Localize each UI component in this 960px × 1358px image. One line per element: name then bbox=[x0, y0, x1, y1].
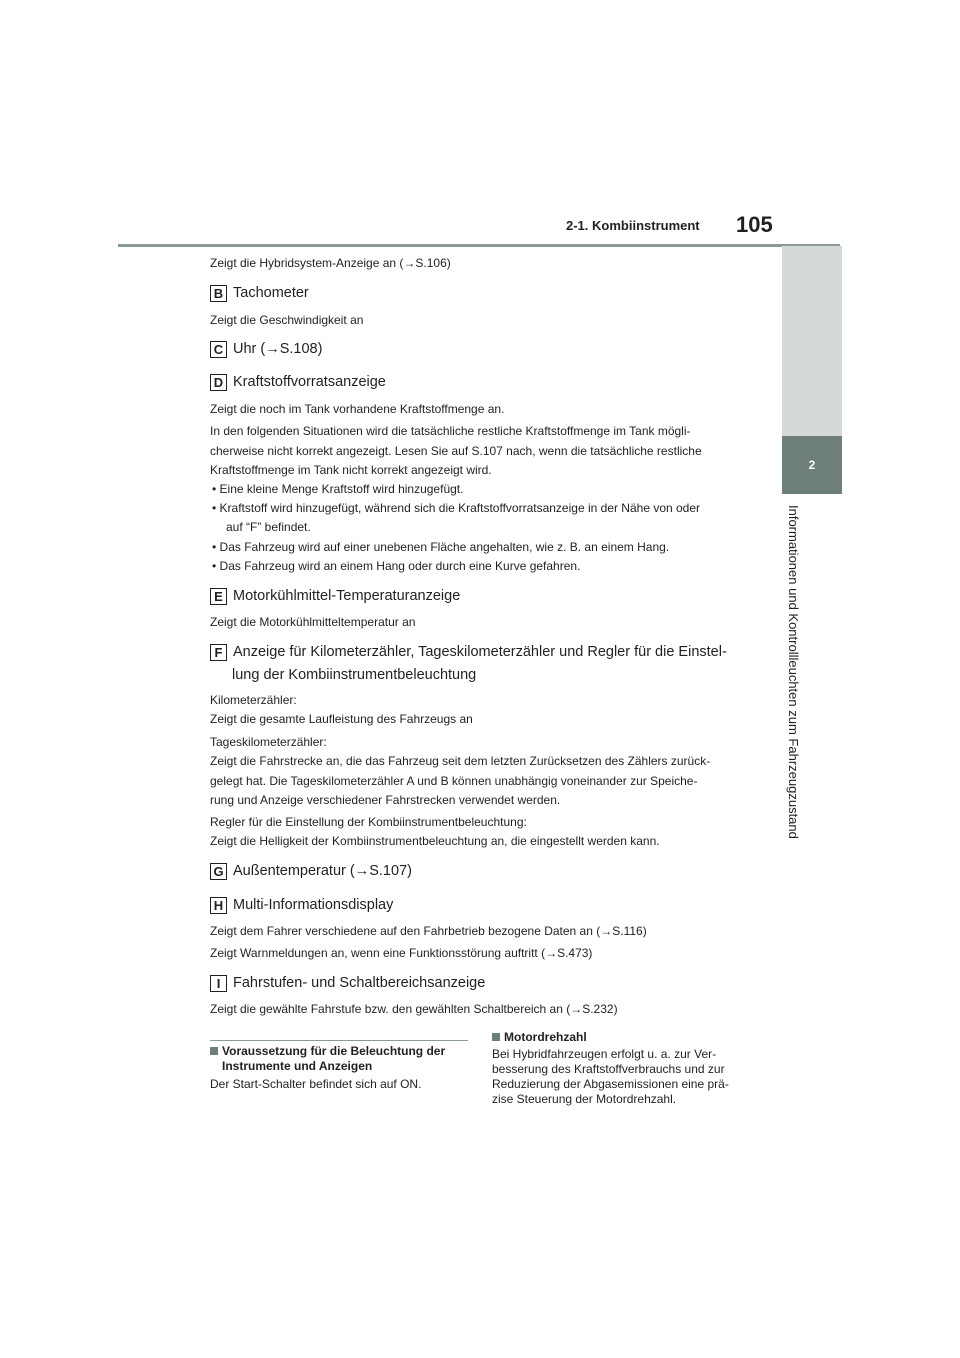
heading-f bbox=[210, 643, 727, 665]
bullet-d-1: • Eine kleine Menge Kraftstoff wird hinzugefügt. bbox=[212, 482, 464, 496]
text-f-4: Zeigt die Fahrstrecke an, die das Fahrzeug seit dem letzten Zurücksetzen des Zählers zurück- bbox=[210, 754, 711, 768]
note-right-title-text: Motordrehzahl bbox=[504, 1030, 587, 1044]
text-f-5: gelegt hat. Die Tageskilometerzähler A und B können unabhängig voneinander zur Speiche- bbox=[210, 774, 698, 788]
sidebar-tab-top bbox=[782, 246, 842, 436]
heading-c bbox=[210, 340, 322, 362]
text-f-1: Kilometerzähler: bbox=[210, 693, 297, 707]
note-left-title bbox=[210, 1044, 445, 1058]
heading-i-text: Fahrstufen- und Schaltbereichsanzeige bbox=[233, 975, 486, 991]
note-left-title-line2: Instrumente und Anzeigen bbox=[222, 1059, 373, 1073]
text-b: Zeigt die Geschwindigkeit an bbox=[210, 313, 364, 327]
bullet-d-2-cont: auf “F” befindet. bbox=[226, 520, 311, 534]
text-f-3: Tageskilometerzähler: bbox=[210, 735, 327, 749]
text-d-2: In den folgenden Situationen wird die tatsächliche restliche Kraftstoffmenge im Tank mögli- bbox=[210, 424, 691, 438]
section-title: 2-1. Kombiinstrument bbox=[566, 218, 700, 233]
square-bullet-icon bbox=[492, 1033, 500, 1041]
text-f-6: rung und Anzeige verschiedener Fahrstrecken verwendet werden. bbox=[210, 793, 561, 807]
label-box-d: D bbox=[210, 374, 227, 391]
bullet-d-3: • Das Fahrzeug wird auf einer unebenen Fläche angehalten, wie z. B. an einem Hang. bbox=[212, 540, 670, 554]
square-bullet-icon bbox=[210, 1047, 218, 1055]
text-h-2: Zeigt Warnmeldungen an, wenn eine Funktionsstörung auftritt (→S.473) bbox=[210, 946, 593, 960]
heading-h-text: Multi-Informationsdisplay bbox=[233, 897, 394, 913]
note-left-title-line1: Voraussetzung für die Beleuchtung der bbox=[222, 1044, 446, 1058]
text-h-1: Zeigt dem Fahrer verschiedene auf den Fahrbetrieb bezogene Daten an (→S.116) bbox=[210, 924, 647, 938]
label-box-c: C bbox=[210, 341, 227, 358]
heading-f-text-cont: lung der Kombiinstrumentbeleuchtung bbox=[232, 667, 477, 683]
label-box-f: F bbox=[210, 644, 227, 661]
heading-e-text: Motorkühlmittel-Temperaturanzeige bbox=[233, 588, 461, 604]
heading-e bbox=[210, 587, 460, 609]
label-box-b: B bbox=[210, 285, 227, 302]
header-rule bbox=[118, 244, 840, 247]
text-d-1: Zeigt die noch im Tank vorhandene Kraftstoffmenge an. bbox=[210, 402, 505, 416]
heading-g-text: Außentemperatur (→S.107) bbox=[233, 863, 412, 879]
notes-rule bbox=[210, 1040, 468, 1041]
intro-text: Zeigt die Hybridsystem-Anzeige an (→S.106) bbox=[210, 256, 451, 270]
text-e: Zeigt die Motorkühlmitteltemperatur an bbox=[210, 615, 416, 629]
note-right-line-1: Bei Hybridfahrzeugen erfolgt u. a. zur Ver- bbox=[492, 1047, 717, 1061]
note-right-line-2: besserung des Kraftstoffverbrauchs und zur bbox=[492, 1062, 725, 1076]
chapter-title: Informationen und Kontrollleuchten zum Fahrzeugzustand bbox=[786, 505, 801, 839]
heading-i bbox=[210, 974, 485, 996]
heading-d-text: Kraftstoffvorratsanzeige bbox=[233, 374, 386, 390]
note-left-text: Der Start-Schalter befindet sich auf ON. bbox=[210, 1077, 422, 1091]
text-f-8: Zeigt die Helligkeit der Kombiinstrumentbeleuchtung an, die eingestellt werden kann. bbox=[210, 834, 660, 848]
heading-c-text: Uhr (→S.108) bbox=[233, 341, 323, 357]
text-f-2: Zeigt die gesamte Laufleistung des Fahrzeugs an bbox=[210, 712, 473, 726]
bullet-d-4: • Das Fahrzeug wird an einem Hang oder durch eine Kurve gefahren. bbox=[212, 559, 581, 573]
heading-b-text: Tachometer bbox=[233, 285, 309, 301]
heading-d bbox=[210, 373, 386, 395]
heading-b bbox=[210, 284, 309, 306]
note-right-title bbox=[492, 1030, 587, 1044]
label-box-e: E bbox=[210, 588, 227, 605]
label-box-i: I bbox=[210, 975, 227, 992]
heading-g bbox=[210, 862, 412, 884]
text-d-4: Kraftstoffmenge im Tank nicht korrekt angezeigt wird. bbox=[210, 463, 492, 477]
note-right-line-4: zise Steuerung der Motordrehzahl. bbox=[492, 1092, 677, 1106]
heading-h bbox=[210, 896, 393, 918]
chapter-number: 2 bbox=[808, 458, 816, 472]
heading-f-text: Anzeige für Kilometerzähler, Tageskilometerzähler und Regler für die Einstel- bbox=[233, 644, 727, 660]
bullet-d-2: • Kraftstoff wird hinzugefügt, während sich die Kraftstoffvorratsanzeige in der Nähe von oder bbox=[212, 501, 701, 515]
label-box-h: H bbox=[210, 897, 227, 914]
label-box-g: G bbox=[210, 863, 227, 880]
text-f-7: Regler für die Einstellung der Kombiinstrumentbeleuchtung: bbox=[210, 815, 527, 829]
text-i: Zeigt die gewählte Fahrstufe bzw. den gewählten Schaltbereich an (→S.232) bbox=[210, 1002, 618, 1016]
note-right-line-3: Reduzierung der Abgasemissionen eine prä- bbox=[492, 1077, 729, 1091]
text-d-3: cherweise nicht korrekt angezeigt. Lesen Sie auf S.107 nach, wenn die tatsächliche restliche bbox=[210, 444, 702, 458]
page-number: 105 bbox=[736, 212, 773, 237]
